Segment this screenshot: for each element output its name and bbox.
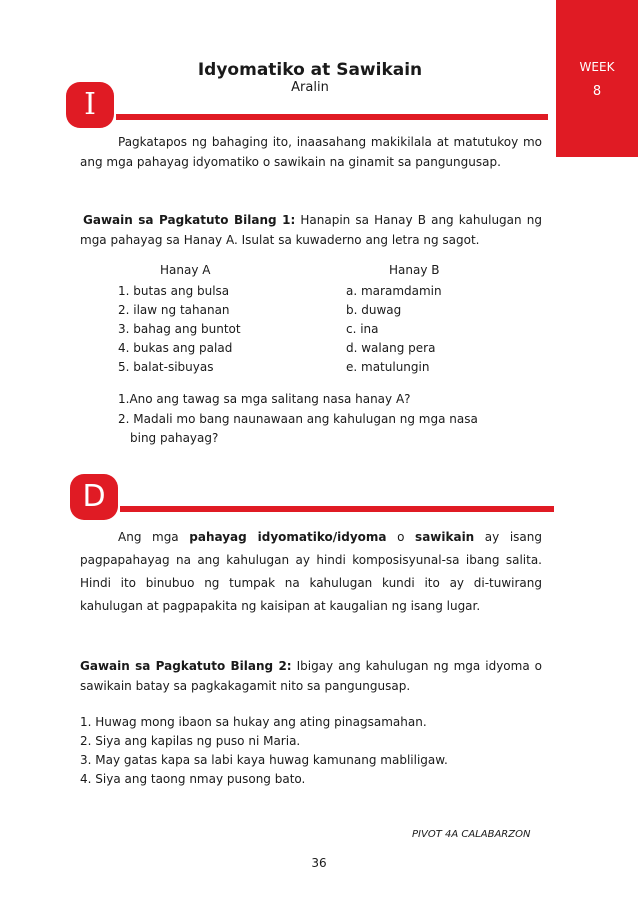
activity-2-instructions [80, 656, 542, 696]
column-a-item: 2. ilaw ng tahanan [118, 303, 230, 317]
activity-2-item: 3. May gatas kapa sa labi kaya huwag kamunang mabliligaw. [80, 753, 448, 767]
column-a-item: 5. balat-sibuyas [118, 360, 214, 374]
definition-mid: o [386, 530, 416, 544]
term-idyoma: pahayag idyomatiko/idyoma [189, 530, 387, 544]
activity-2-label: Gawain sa Pagkatuto Bilang 2: [80, 659, 292, 673]
activity-2-item: 1. Huwag mong ibaon sa hukay ang ating pinagsamahan. [80, 715, 427, 729]
week-number: 8 [592, 84, 602, 99]
section-i-rule [116, 114, 548, 120]
column-a-header: Hanay A [160, 263, 211, 277]
intro-paragraph: Pagkatapos ng bahaging ito, inaasahang makikilala at matutukoy mo ang mga pahayag idyomatiko o sawikain na ginamit sa pangungusap. [80, 135, 542, 169]
week-label: WEEK [579, 60, 615, 74]
section-d-badge: D [70, 474, 118, 520]
page-subtitle: Aralin [291, 80, 329, 95]
term-sawikain: sawikain [415, 530, 475, 544]
page-title: Idyomatiko at Sawikain [197, 60, 423, 80]
footer-note: PIVOT 4A CALABARZON [412, 829, 531, 840]
column-b-item: e. matulungin [346, 360, 430, 374]
question-1: 1.Ano ang tawag sa mga salitang nasa hanay A? [118, 392, 411, 406]
definition-prefix: Ang mga [118, 530, 190, 544]
column-a-item: 4. bukas ang palad [118, 341, 233, 355]
page-number: 36 [311, 856, 327, 870]
column-a-item: 1. butas ang bulsa [118, 284, 230, 298]
question-2-line-1: 2. Madali mo bang naunawaan ang kahulugan ng mga nasa [118, 412, 478, 426]
question-2-line-2: bing pahayag? [130, 431, 219, 445]
activity-1-label: Gawain sa Pagkatuto Bilang 1: [83, 213, 296, 227]
column-a-item: 3. bahag ang buntot [118, 322, 241, 336]
activity-1-text: Hanapin sa Hanay B ang kahulugan ng mga pahayag sa Hanay A. Isulat sa kuwaderno ang letra ng sagot. [80, 213, 542, 247]
column-b-header: Hanay B [389, 263, 440, 277]
activity-2-item: 4. Siya ang taong nmay pusong bato. [80, 772, 306, 786]
activity-1-instructions [80, 210, 542, 250]
section-d-rule [120, 506, 554, 512]
column-b-item: c. ina [346, 322, 379, 336]
column-b-item: d. walang pera [346, 341, 436, 355]
definition-rest: ay isang pagpapahayag na ang kahulugan ay hindi komposisyunal-sa ibang salita. Hindi ito binubuo ng tumpak na kahulugan kundi ito ay di-tuwirang kahulugan at pagpapakita ng kaisipan at kaugalian ng isang lugar. [80, 530, 542, 613]
column-b-item: a. maramdamin [346, 284, 442, 298]
activity-2-item: 2. Siya ang kapilas ng puso ni Maria. [80, 734, 301, 748]
definition-paragraph [80, 526, 542, 618]
activity-2-text: Ibigay ang kahulugan ng mga idyoma o sawikain batay sa pagkakagamit nito sa pangungusap. [80, 659, 542, 693]
section-i-badge: I [66, 82, 114, 128]
column-b-item: b. duwag [346, 303, 402, 317]
